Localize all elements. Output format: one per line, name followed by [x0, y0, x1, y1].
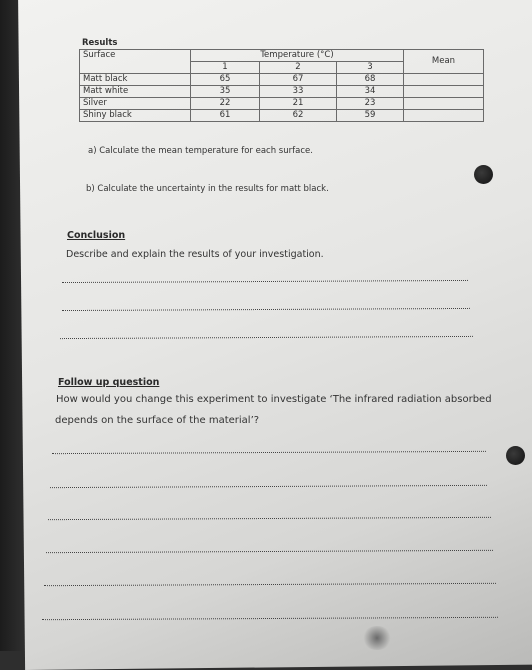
answer-line[interactable]	[48, 517, 491, 520]
header-temperature: Temperature (°C)	[191, 50, 404, 62]
row-value: 21	[260, 98, 337, 110]
follow-up-prompt-line-2: depends on the surface of the material’?	[55, 415, 260, 426]
results-table	[79, 49, 484, 122]
header-trial-1: 1	[191, 62, 260, 74]
conclusion-heading: Conclusion	[67, 230, 126, 241]
row-mean[interactable]	[404, 86, 484, 98]
table-row	[80, 86, 484, 98]
answer-line[interactable]	[50, 485, 487, 488]
row-value: 67	[260, 74, 337, 86]
header-mean: Mean	[404, 50, 484, 74]
header-trial-2: 2	[260, 62, 337, 74]
row-surface: Matt black	[80, 74, 191, 86]
row-surface: Silver	[80, 98, 191, 110]
answer-line[interactable]	[60, 336, 473, 339]
answer-line[interactable]	[62, 280, 468, 283]
answer-line[interactable]	[52, 451, 486, 454]
follow-up-prompt-line-1: How would you change this experiment to investigate ‘The infrared radiation absorbed	[56, 394, 492, 405]
conclusion-prompt: Describe and explain the results of your investigation.	[66, 249, 324, 260]
row-value: 23	[337, 98, 404, 110]
row-value: 33	[260, 86, 337, 98]
answer-line[interactable]	[46, 550, 493, 553]
follow-up-heading: Follow up question	[58, 377, 160, 388]
row-surface: Matt white	[80, 86, 191, 98]
answer-line[interactable]	[62, 308, 470, 311]
row-value: 62	[260, 110, 337, 122]
shadow-smudge	[362, 626, 392, 650]
row-mean[interactable]	[404, 74, 484, 86]
punch-hole	[474, 165, 493, 184]
table-row	[80, 110, 484, 122]
question-a: a) Calculate the mean temperature for each surface.	[88, 146, 313, 156]
table-row	[80, 74, 484, 86]
answer-line[interactable]	[44, 583, 496, 586]
row-surface: Shiny black	[80, 110, 191, 122]
row-value: 68	[337, 74, 404, 86]
row-value: 35	[191, 86, 260, 98]
row-value: 65	[191, 74, 260, 86]
header-trial-3: 3	[337, 62, 404, 74]
row-value: 61	[191, 110, 260, 122]
row-value: 22	[191, 98, 260, 110]
header-surface: Surface	[80, 50, 191, 74]
punch-hole	[506, 446, 525, 465]
results-heading: Results	[82, 38, 118, 48]
table-row	[80, 98, 484, 110]
row-value: 34	[337, 86, 404, 98]
row-mean[interactable]	[404, 98, 484, 110]
row-value: 59	[337, 110, 404, 122]
row-mean[interactable]	[404, 110, 484, 122]
question-b: b) Calculate the uncertainty in the results for matt black.	[86, 184, 329, 194]
table-header-row	[80, 50, 484, 62]
answer-line[interactable]	[42, 617, 498, 620]
